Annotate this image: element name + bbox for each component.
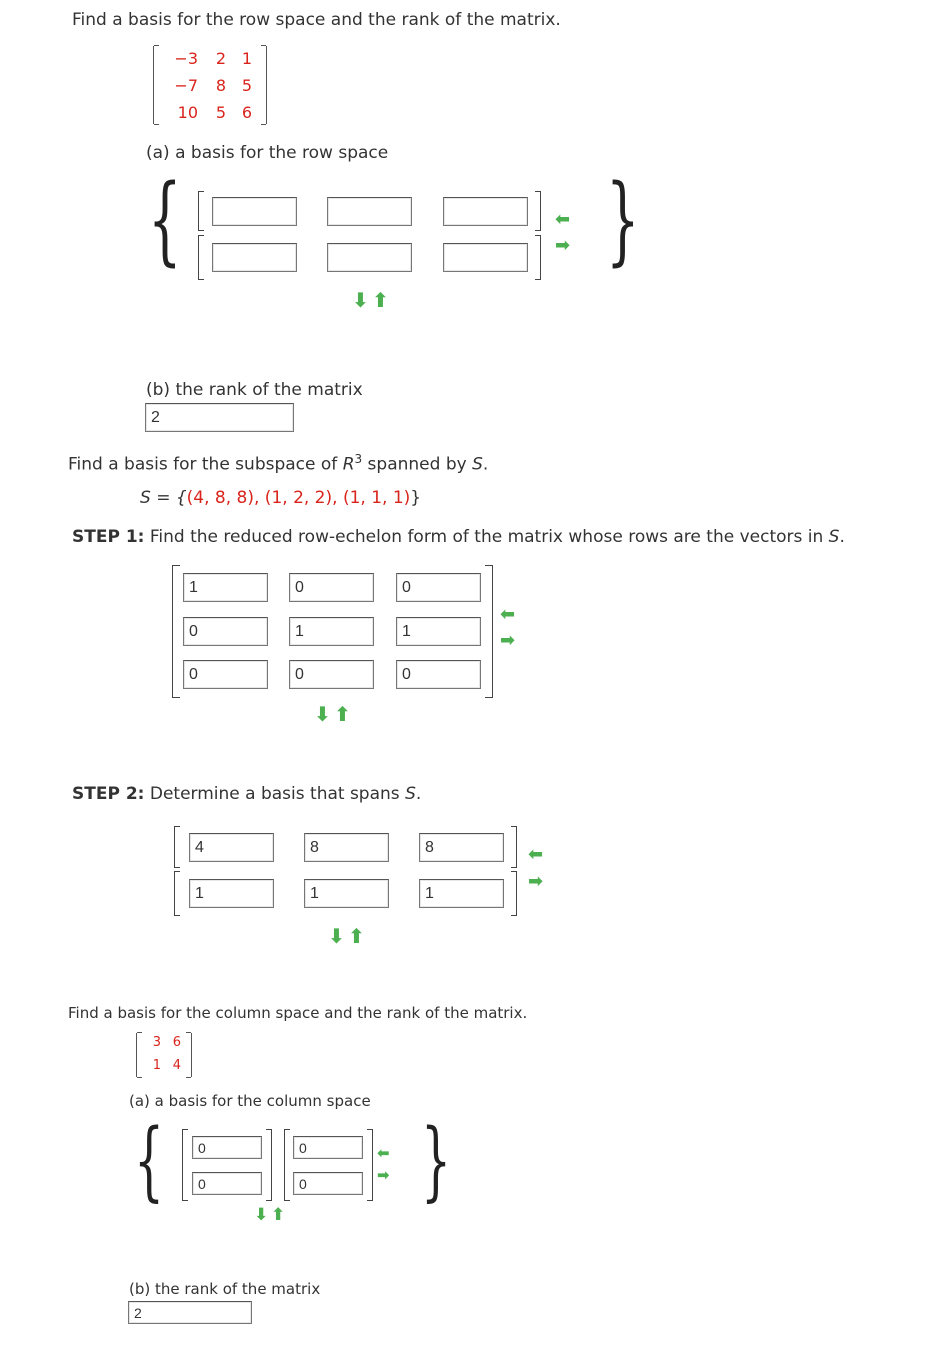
row-vector-2-left-bracket [198,235,204,280]
basis-input[interactable] [304,833,389,862]
row-vector-1-right-bracket [535,191,541,231]
row-basis-input[interactable] [212,197,297,226]
rank-input[interactable] [128,1301,252,1324]
basis-row-1-left-bracket [174,826,180,868]
basis-row-1-right-bracket [511,826,517,868]
arrow-down-icon[interactable]: ⬇ [352,288,369,312]
problem2-prompt: Find a basis for the subspace of $R^3$ spanned by S. [68,452,489,475]
step1-instruction: STEP 1: Find the reduced row-echelon form of the matrix whose rows are the vectors in S. [72,527,845,547]
rref-input[interactable] [289,660,374,689]
matrix-cell: −3 [174,49,198,68]
matrix-cell: 2 [215,49,226,68]
matrix-cell: 5 [215,103,226,122]
problem1-part-b-label: (b) the rank of the matrix [146,380,363,400]
arrow-left-icon[interactable]: ⬅ [555,209,571,230]
col-basis-input[interactable] [293,1172,363,1195]
arrow-down-icon[interactable]: ⬇ [328,924,345,948]
arrow-left-icon[interactable]: ⬅ [500,604,516,625]
left-brace: { [134,1111,165,1211]
problem1-part-a-label: (a) a basis for the row space [146,143,389,163]
matrix-cell: 8 [215,76,226,95]
col-vector-2-left-bracket [284,1129,290,1201]
matrix-cell: 10 [177,103,198,122]
rref-input[interactable] [396,660,481,689]
basis-row-2-left-bracket [174,871,180,916]
arrow-left-icon[interactable]: ⬅ [377,1144,390,1162]
row-basis-input[interactable] [443,243,528,272]
rank-input[interactable] [145,403,294,432]
arrow-right-icon[interactable]: ➡ [528,871,544,892]
row-basis-input[interactable] [212,243,297,272]
matrix-cell: 6 [241,103,252,122]
arrow-down-icon[interactable]: ⬇ [314,702,331,726]
problem1-prompt: Find a basis for the row space and the rank of the matrix. [72,10,561,30]
step2-instruction: STEP 2: Determine a basis that spans S. [72,784,422,804]
rref-input[interactable] [396,573,481,602]
problem1-matrix [153,46,267,124]
arrow-right-icon[interactable]: ➡ [377,1166,390,1184]
arrow-down-icon[interactable]: ⬇ [254,1205,269,1225]
row-basis-input[interactable] [443,197,528,226]
basis-input[interactable] [189,833,274,862]
rref-input[interactable] [183,617,268,646]
rref-input[interactable] [183,573,268,602]
rref-right-bracket [485,565,493,698]
row-basis-input[interactable] [327,243,412,272]
left-brace: { [148,164,182,276]
arrow-up-icon[interactable]: ⬆ [348,924,365,948]
basis-input[interactable] [304,879,389,908]
col-vector-2-right-bracket [367,1129,373,1201]
arrow-up-icon[interactable]: ⬆ [334,702,351,726]
basis-input[interactable] [419,833,504,862]
problem3-part-a-label: (a) a basis for the column space [129,1092,371,1110]
row-vector-1-left-bracket [198,191,204,231]
col-basis-input[interactable] [192,1136,262,1159]
matrix-cell: −7 [174,76,198,95]
rref-left-bracket [172,565,180,698]
arrow-right-icon[interactable]: ➡ [500,630,516,651]
rref-input[interactable] [289,617,374,646]
arrow-left-icon[interactable]: ⬅ [528,844,544,865]
rref-input[interactable] [396,617,481,646]
col-vector-1-right-bracket [266,1129,272,1201]
rref-input[interactable] [289,573,374,602]
problem3-matrix [136,1033,192,1077]
arrow-up-icon[interactable]: ⬆ [372,288,389,312]
col-basis-input[interactable] [293,1136,363,1159]
row-vector-2-right-bracket [535,235,541,280]
basis-input[interactable] [419,879,504,908]
problem3-part-b-label: (b) the rank of the matrix [129,1280,321,1298]
right-brace: } [606,164,640,276]
arrow-up-icon[interactable]: ⬆ [271,1205,286,1225]
arrow-right-icon[interactable]: ➡ [555,235,571,256]
rref-input[interactable] [183,660,268,689]
matrix-cell: 1 [152,1058,161,1073]
matrix-cell: 1 [241,49,252,68]
row-basis-input[interactable] [327,197,412,226]
matrix-cell: 5 [241,76,252,95]
matrix-cell: 6 [172,1035,181,1050]
matrix-cell: 4 [172,1058,181,1073]
matrix-cell: 3 [152,1035,161,1050]
col-basis-input[interactable] [192,1172,262,1195]
problem3-prompt: Find a basis for the column space and the rank of the matrix. [68,1004,528,1022]
basis-input[interactable] [189,879,274,908]
col-vector-1-left-bracket [182,1129,188,1201]
right-brace: } [421,1111,452,1211]
basis-row-2-right-bracket [511,871,517,916]
set-s-definition: S = {(4, 8, 8), (1, 2, 2), (1, 1, 1)} [140,488,422,508]
